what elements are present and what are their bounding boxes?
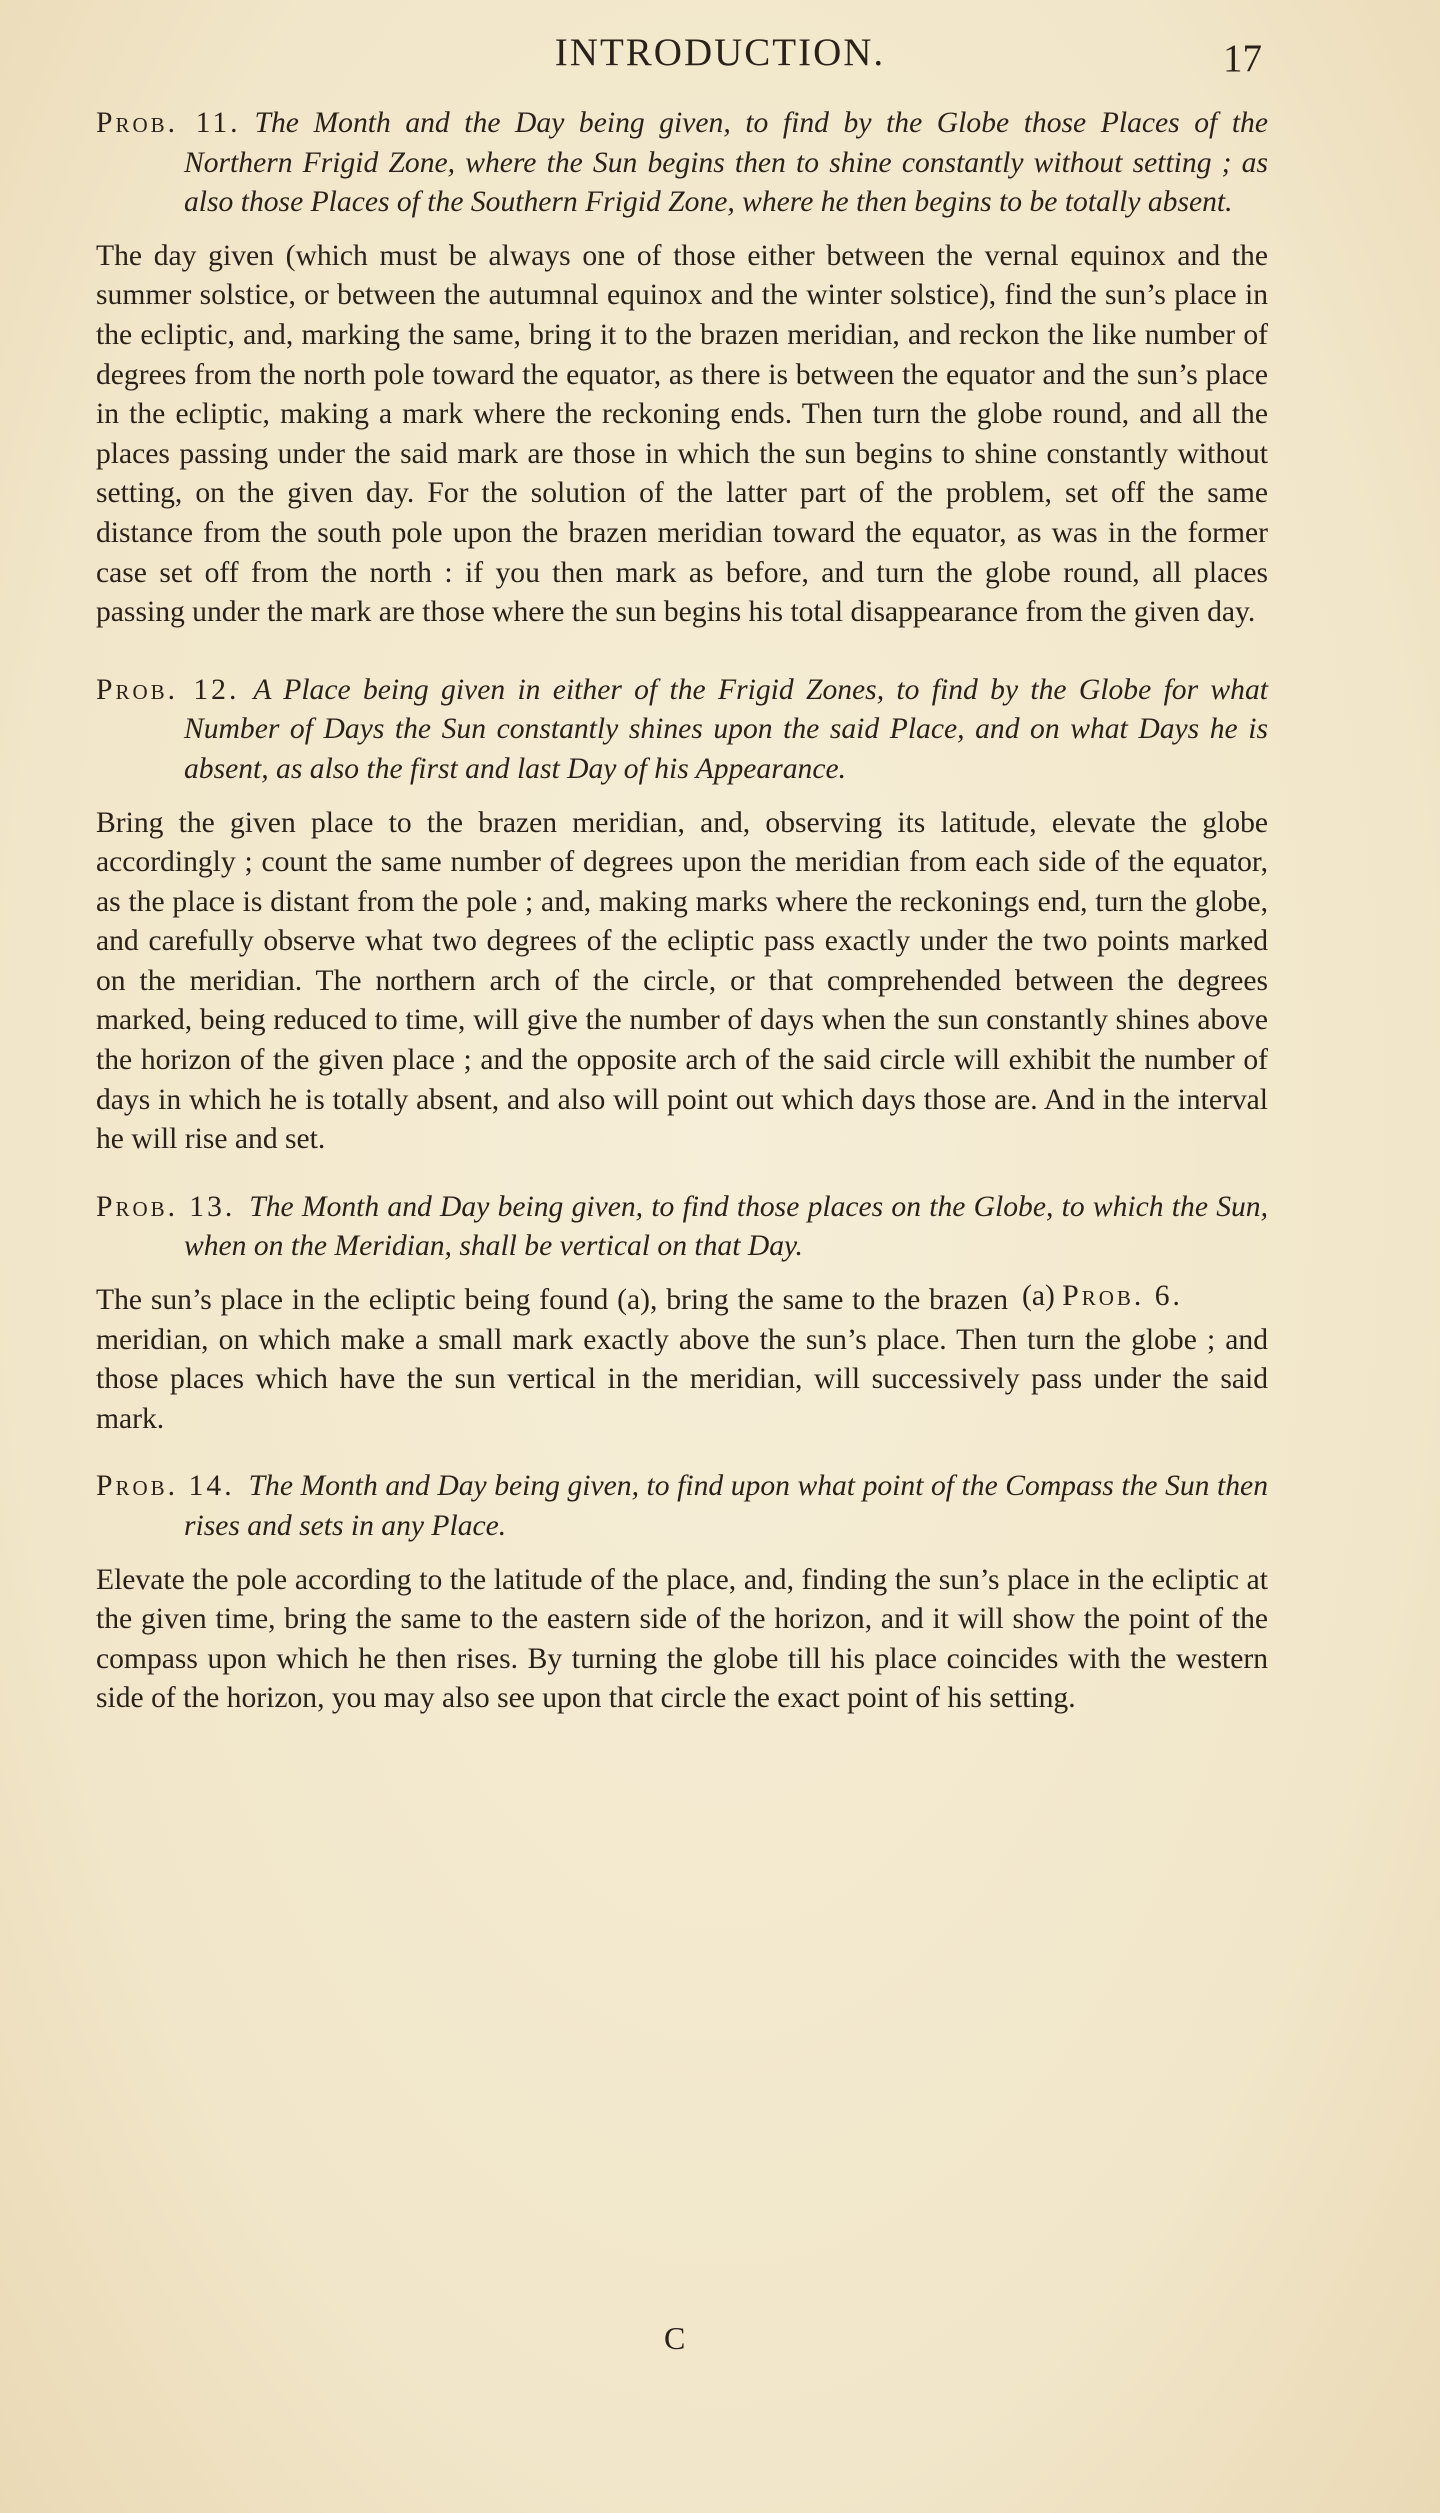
problem-11-body: The day given (which must be always one of those either between the vernal equinox and the summer solstice, or between the autumnal equinox and the winter solstice), find the sun’s place in the ecliptic, and, marking the same, bring it to the brazen meridian, and reckon the like number of degrees from the north pole toward the equator, as there is between the equator and the sun’s place in the ecliptic, making a mark where the reckoning ends. Then turn the globe round, and all the places passing under the said mark are those in which the sun begins to shine constantly without setting, on the given day. For the solution of the latter part of the problem, set off the same distance from the south pole upon the brazen meridian toward the equator, as was in the former case set off from the north : if you then mark as before, and turn the globe round, all places passing under the mark are those where the sun begins his total disappearance from the given day. [96,239,1268,629]
problem-11-title: The Month and the Day being given, to find by the Globe those Places of the Northern Frigid Zone, where the Sun begins then to shine constantly without setting ; as also those Places of the Southern Frigid Zone, where he then begins to be totally absent. [184,107,1268,219]
problem-13-body: The sun’s place in the ecliptic being found (a), bring the same to the brazen meridian, on which make a small mark exactly above the sun’s place. Then turn the globe ; and those places which have the sun vertical in the meridian, will successively pass under the said mark. [96,1284,1268,1435]
section-gap [96,633,1268,671]
problem-12-body: Bring the given place to the brazen meridian, and, observing its latitude, elevate the globe accordingly ; count the same number of degrees upon the meridian from each side of the equator, as the place is distant from the pole ; and, making marks where the reckonings end, turn the globe, and carefully observe what two degrees of the ecliptic pass exactly under the two points marked on the meridian. The northern arch of the circle, or that comprehended between the degrees marked, being reduced to time, will give the number of days when the sun constantly shines above the horizon of the given place ; and the opposite arch of the said circle will exhibit the number of days in which he is totally absent, and also will point out which days those are. And in the interval he will rise and set. [96,806,1268,1156]
problem-13-title: The Month and Day being given, to find those places on the Globe, to which the Sun, when on the Meridian, shall be vertical on that Day. [184,1190,1268,1263]
problem-12-label: Prob. 12. [96,673,240,706]
problem-11-label: Prob. 11. [96,107,241,139]
problem-14-title: The Month and Day being given, to find upon what point of the Compass the Sun then rises and sets in any Place. [184,1470,1268,1542]
section-gap [96,1160,1268,1188]
margin-note-marker: (a) [1022,1280,1055,1313]
problem-12-heading [96,671,1268,790]
running-title: INTRODUCTION. [554,31,886,74]
running-head [0,22,1440,82]
margin-note-text: Prob. 6. [1062,1280,1183,1313]
problem-14-body: Elevate the pole according to the latitude of the place, and, finding the sun’s place in the ecliptic at the given time, bring the same to the eastern side of the horizon, and it will show the point of the compass upon which he then rises. By turning the globe till his place coincides with the western side of the horizon, you may also see upon that circle the exact point of his setting. [96,1563,1268,1715]
section-gap [96,1439,1268,1467]
problem-14-heading [96,1467,1268,1546]
problem-11-heading [96,104,1268,223]
problem-13-label: Prob. 13. [96,1190,236,1223]
page-text [96,104,1268,1719]
margin-note [1022,1277,1268,1317]
problem-13-heading [96,1188,1268,1267]
problem-14-label: Prob. 14. [96,1470,235,1503]
signature-mark: C [664,2320,686,2356]
page-number: 17 [1223,37,1262,80]
problem-12-title: A Place being given in either of the Frigid Zones, to find by the Globe for what Number of Days the Sun constantly shines upon the said Place, and on what Days he is absent, as also the first and last Day of his Appearance. [184,673,1268,785]
